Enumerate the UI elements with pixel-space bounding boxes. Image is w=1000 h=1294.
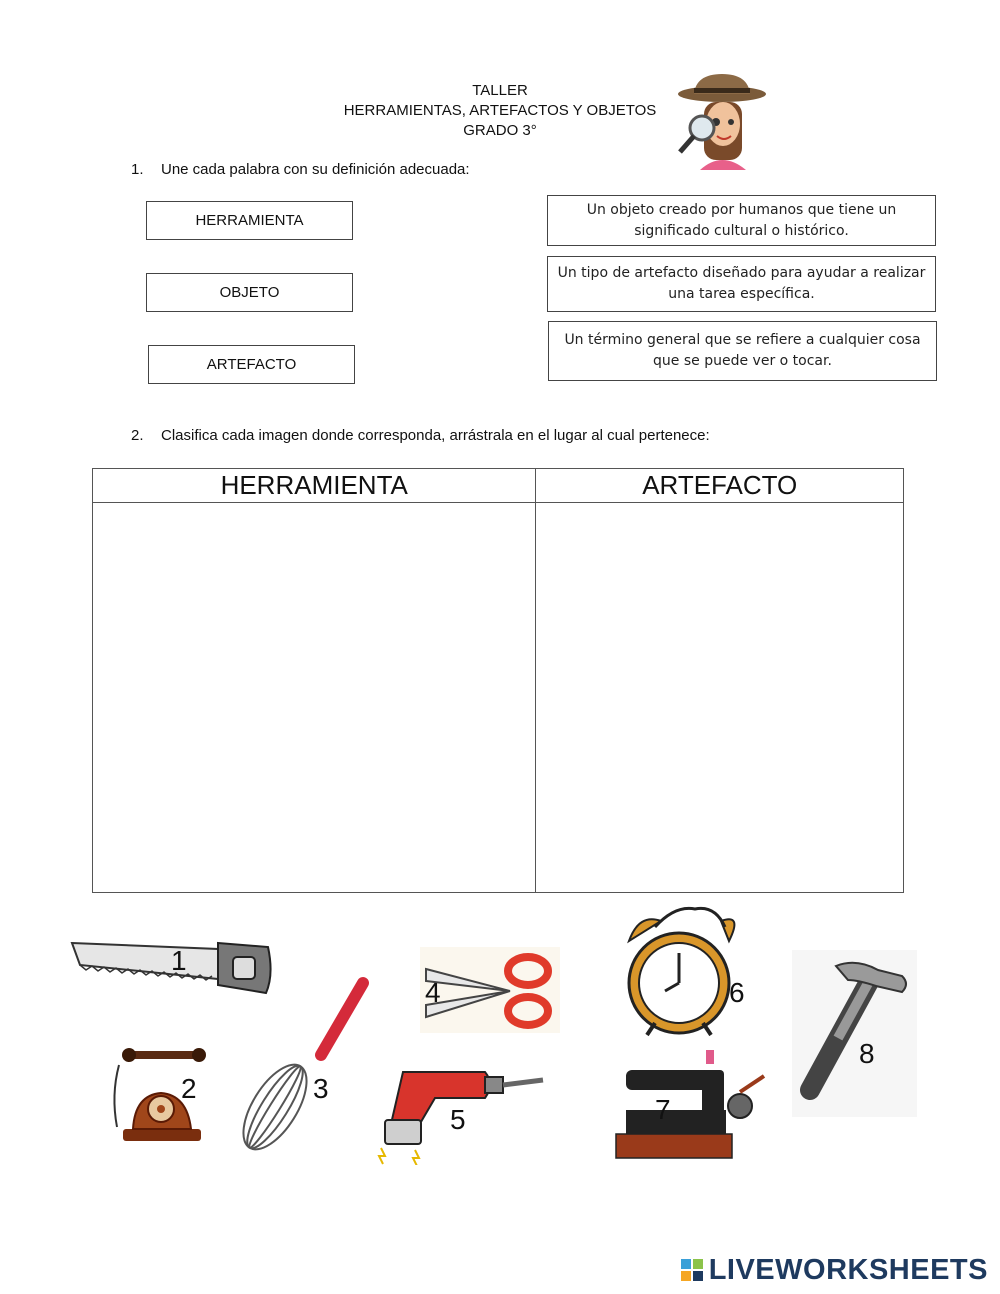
question-2-number: 2.: [131, 427, 144, 444]
drill-icon: [375, 1050, 565, 1165]
alarm-clock-icon: [625, 905, 755, 1040]
detective-avatar-icon: [676, 72, 768, 172]
draggable-image-2[interactable]: [105, 1045, 215, 1145]
image-1-number: 1: [171, 945, 187, 976]
image-6-number: 6: [729, 977, 745, 1008]
liveworksheets-logo: [681, 1254, 988, 1287]
question-1-text: Une cada palabra con su definición adecuada:: [161, 161, 470, 178]
draggable-image-3[interactable]: [225, 975, 375, 1160]
sewing-machine-icon: [612, 1050, 777, 1162]
image-7-number: 7: [655, 1094, 671, 1125]
worksheet-subtitle: HERRAMIENTAS, ARTEFACTOS Y OBJETOS: [343, 102, 657, 119]
draggable-image-8[interactable]: [792, 950, 917, 1117]
question-2: [131, 427, 891, 447]
definition-box-3[interactable]: Un término general que se refiere a cualquier cosa que se puede ver o tocar.: [548, 321, 937, 381]
liveworksheets-brand-text: LIVEWORKSHEETS: [708, 1254, 988, 1286]
image-2-number: 2: [181, 1073, 197, 1104]
image-8-number: 8: [859, 1038, 875, 1069]
question-1: [131, 161, 731, 181]
draggable-image-6[interactable]: [625, 905, 755, 1040]
drop-zone-artefacto[interactable]: [536, 503, 904, 893]
definition-box-2[interactable]: Un tipo de artefacto diseñado para ayudar a realizar una tarea específica.: [547, 256, 936, 312]
word-box-herramienta[interactable]: HERRAMIENTA: [146, 201, 353, 240]
draggable-image-7[interactable]: [612, 1050, 777, 1162]
whisk-icon: [225, 975, 375, 1160]
question-2-text: Clasifica cada imagen donde corresponda, arrástrala en el lugar al cual pertenece:: [161, 427, 710, 444]
worksheet-title: TALLER: [472, 82, 528, 99]
column-header-artefacto: ARTEFACTO: [536, 469, 904, 503]
drop-zone-herramienta[interactable]: [93, 503, 536, 893]
worksheet-grade: GRADO 3°: [463, 122, 537, 139]
liveworksheets-logo-icon: [681, 1259, 705, 1283]
classification-table: [92, 468, 904, 893]
image-3-number: 3: [313, 1073, 329, 1104]
antique-telephone-icon: [105, 1045, 215, 1145]
image-4-number: 4: [425, 977, 441, 1008]
image-5-number: 5: [450, 1104, 466, 1135]
word-box-objeto[interactable]: OBJETO: [146, 273, 353, 312]
draggable-image-4[interactable]: [420, 947, 560, 1033]
word-box-artefacto[interactable]: ARTEFACTO: [148, 345, 355, 384]
hammer-icon: [792, 950, 917, 1117]
draggable-image-5[interactable]: [375, 1050, 565, 1165]
question-1-number: 1.: [131, 161, 144, 178]
definition-box-1[interactable]: Un objeto creado por humanos que tiene un significado cultural o histórico.: [547, 195, 936, 246]
scissors-icon: [420, 947, 560, 1033]
column-header-herramienta: HERRAMIENTA: [93, 469, 536, 503]
